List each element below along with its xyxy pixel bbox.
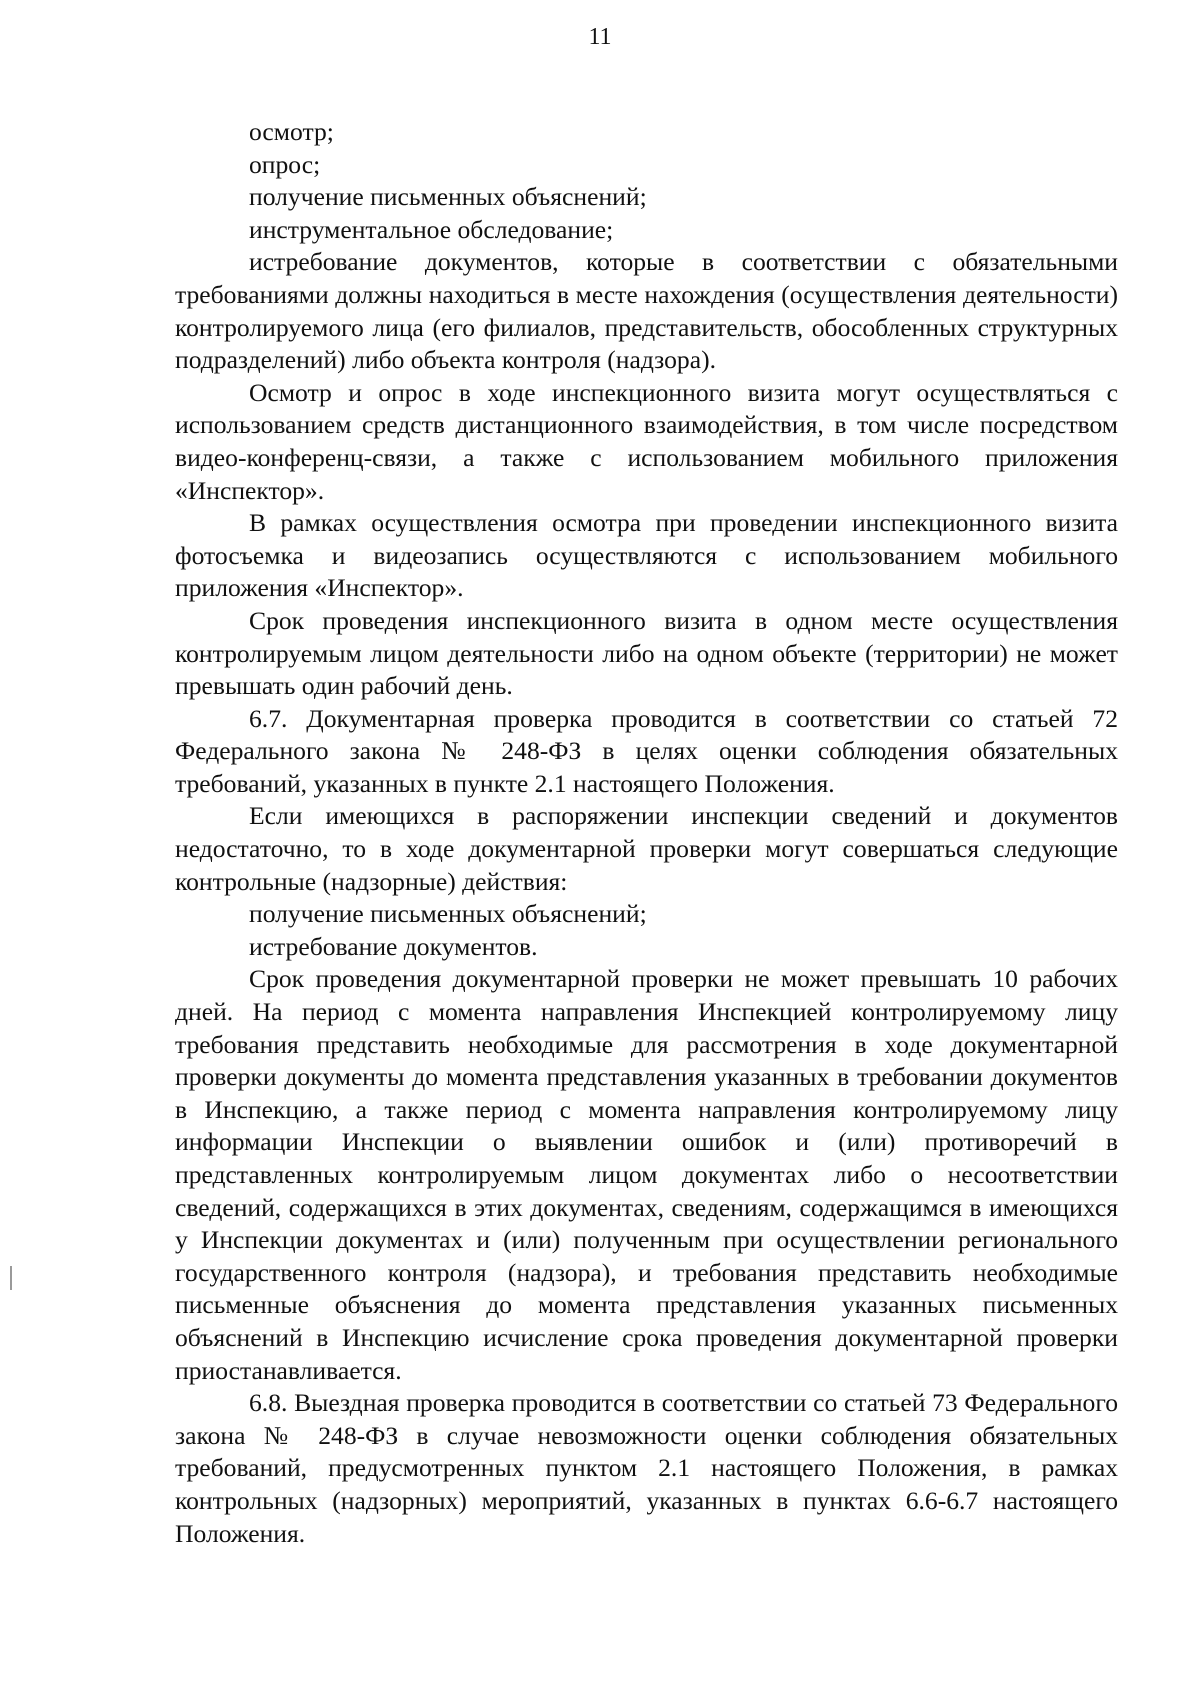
paragraph-section-6-8: 6.8. Выездная проверка проводится в соответствии со статьей 73 Федерального закона № 248-ФЗ в случае невозможности оценки соблюдения обязательных требований, предусмотренных пунктом 2.1 настоящего Положения, в рамках контрольных (надзорных) мероприятий, указанных в пунктах 6.6-6.7 настоящего Положения. xyxy=(175,1388,1118,1548)
paragraph-documentary-action: получение письменных объяснений; xyxy=(249,899,647,929)
page-number: 11 xyxy=(588,24,612,50)
paragraph-inspection-action: опрос; xyxy=(249,149,321,179)
paragraph-visit-duration: Срок проведения инспекционного визита в одном месте осуществления контролируемым лицом деятельности либо на одном объекте (территории) не может превышать один рабочий день. xyxy=(175,605,1118,701)
paragraph-inspection-action: получение письменных объяснений; xyxy=(249,182,647,212)
paragraph-inspection-action: инструментальное обследование; xyxy=(249,214,614,244)
paragraph-photo-video: В рамках осуществления осмотра при проведении инспекционного визита фотосъемка и видеозапись осуществляются с использованием мобильного приложения «Инспектор». xyxy=(175,508,1118,603)
paragraph-inspection-action: осмотр; xyxy=(249,117,334,146)
scan-mark xyxy=(10,1266,12,1290)
document-body xyxy=(175,116,1118,1550)
paragraph-insufficient-info: Если имеющихся в распоряжении инспекции сведений и документов недостаточно, то в ходе документарной проверки могут совершаться следующие контрольные (надзорные) действия: xyxy=(175,801,1118,896)
paragraph-documentary-duration: Срок проведения документарной проверки не может превышать 10 рабочих дней. На период с момента направления Инспекцией контролируемому лицу требования представить необходимые для рассмотрения в ходе документарной проверки документы до момента представления указанных в требовании документов в Инспекцию, а также период с момента направления контролируемому лицу информации Инспекции о выявлении ошибок и (или) противоречий в представленных контролируемым лицом документах либо о несоответствии сведений, содержащихся в этих документах, сведениям, содержащимся в имеющихся у Инспекции документах и (или) полученным при осуществлении регионального государственного контроля (надзора), и требования представить необходимые письменные объяснения до момента представления указанных письменных объяснений в Инспекцию исчисление срока проведения документарной проверки приостанавливается. xyxy=(175,964,1118,1385)
paragraph-remote-inspection: Осмотр и опрос в ходе инспекционного визита могут осуществляться с использованием средств дистанционного взаимодействия, в том числе посредством видео-конференц-связи, а также с использованием мобильного приложения «Инспектор». xyxy=(175,377,1118,505)
paragraph-document-request: истребование документов, которые в соответствии с обязательными требованиями должны находиться в месте нахождения (осуществления деятельности) контролируемого лица (его филиалов, представительств, обособленных структурных подразделений) либо объекта контроля (надзора). xyxy=(175,247,1118,375)
paragraph-documentary-action: истребование документов. xyxy=(249,931,538,961)
paragraph-section-6-7: 6.7. Документарная проверка проводится в соответствии со статьей 72 Федерального закона № 248-ФЗ в целях оценки соблюдения обязательных требований, указанных в пункте 2.1 настоящего Положения. xyxy=(175,703,1118,798)
